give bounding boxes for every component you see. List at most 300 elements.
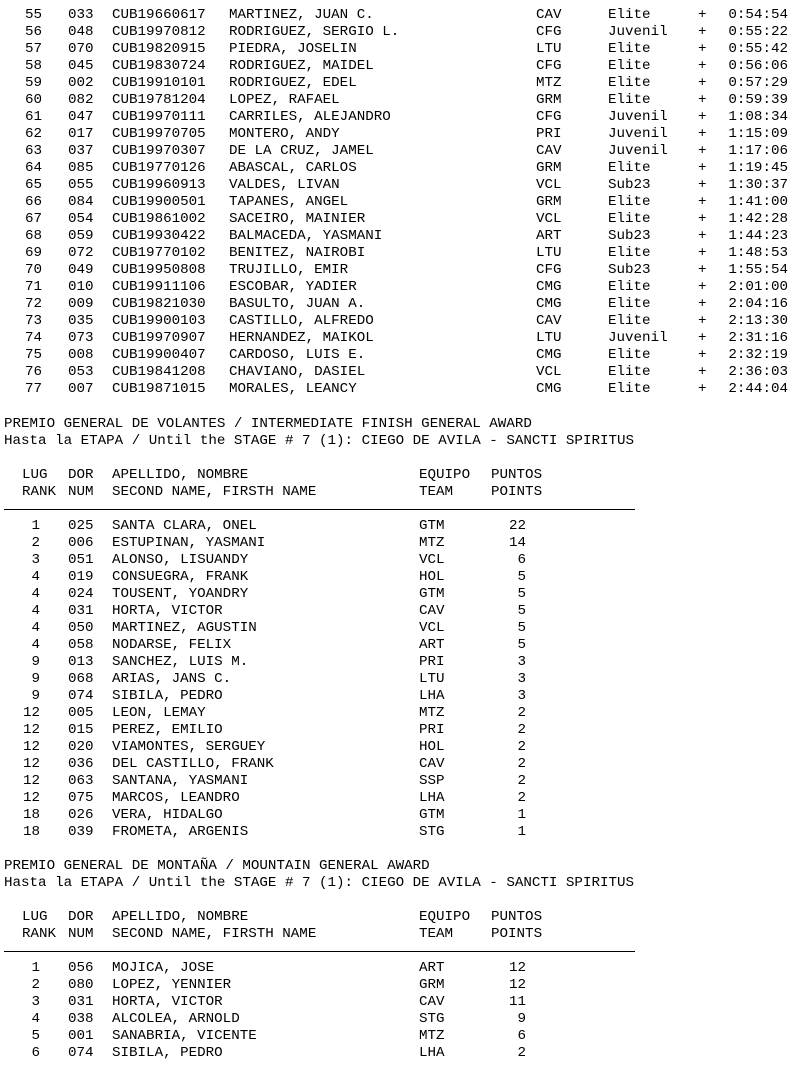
bib-number: 084 (68, 194, 94, 210)
award-row (0, 569, 800, 586)
rank: 9 (31, 654, 40, 670)
rider-id: CUB19841208 (112, 364, 206, 380)
rider-id: CUB19970812 (112, 24, 206, 40)
rider-name: MARCOS, LEANDRO (112, 790, 240, 806)
bib-number: 009 (68, 296, 94, 312)
bib-number: 010 (68, 279, 94, 295)
team-code: MTZ (536, 75, 562, 91)
time-gap: 1:15:09 (728, 126, 788, 142)
rider-id: CUB19970907 (112, 330, 206, 346)
mountain-award-title: PREMIO GENERAL DE MONTAÑA / MOUNTAIN GENERAL AWARD (4, 858, 430, 874)
col-lug: LUG (22, 467, 48, 483)
points: 22 (508, 518, 526, 534)
points: 2 (517, 722, 526, 738)
rider-name: SACEIRO, MAINIER (229, 211, 366, 227)
time-gap: 1:44:23 (728, 228, 788, 244)
bib-number: 026 (68, 807, 94, 823)
bib-number: 048 (68, 24, 94, 40)
col-team: TEAM (419, 926, 454, 942)
points: 12 (508, 977, 526, 993)
team-code: VCL (536, 211, 562, 227)
points: 6 (517, 552, 526, 568)
result-row (0, 7, 800, 24)
time-gap: 1:41:00 (728, 194, 788, 210)
bib-number: 080 (68, 977, 94, 993)
rider-name: LOPEZ, YENNIER (112, 977, 232, 993)
category: Elite (608, 347, 651, 363)
rank: 63 (24, 143, 42, 159)
award-row (0, 807, 800, 824)
col-second-name: SECOND NAME, FIRSTH NAME (112, 484, 317, 500)
result-row (0, 228, 800, 245)
rank: 12 (22, 773, 40, 789)
points: 2 (517, 756, 526, 772)
plus-sign: + (698, 177, 707, 193)
rank: 12 (22, 756, 40, 772)
team-code: PRI (419, 654, 445, 670)
award-row (0, 756, 800, 773)
time-gap: 2:13:30 (728, 313, 788, 329)
plus-sign: + (698, 41, 707, 57)
rider-name: VALDES, LIVAN (229, 177, 340, 193)
rank: 18 (22, 807, 40, 823)
result-row (0, 126, 800, 143)
category: Elite (608, 313, 651, 329)
rank: 5 (31, 1028, 40, 1044)
category: Elite (608, 211, 651, 227)
rider-name: ALCOLEA, ARNOLD (112, 1011, 240, 1027)
mountain-stage-line: Hasta la ETAPA / Until the STAGE # 7 (1): CIEGO DE AVILA - SANCTI SPIRITUS (4, 875, 635, 891)
plus-sign: + (698, 347, 707, 363)
time-gap: 1:48:53 (728, 245, 788, 261)
rider-id: CUB19970705 (112, 126, 206, 142)
time-gap: 2:01:00 (728, 279, 788, 295)
bib-number: 020 (68, 739, 94, 755)
col-equipo: EQUIPO (419, 467, 471, 483)
rank: 4 (31, 569, 40, 585)
rank: 59 (24, 75, 42, 91)
category: Elite (608, 160, 651, 176)
time-gap: 2:36:03 (728, 364, 788, 380)
col-lug: LUG (22, 909, 48, 925)
award-row (0, 552, 800, 569)
rider-id: CUB19861002 (112, 211, 206, 227)
award-row (0, 535, 800, 552)
rank: 70 (24, 262, 42, 278)
time-gap: 2:31:16 (728, 330, 788, 346)
bib-number: 053 (68, 364, 94, 380)
plus-sign: + (698, 92, 707, 108)
bib-number: 082 (68, 92, 94, 108)
rider-id: CUB19660617 (112, 7, 206, 23)
plus-sign: + (698, 75, 707, 91)
category: Elite (608, 92, 651, 108)
time-gap: 1:08:34 (728, 109, 788, 125)
bib-number: 002 (68, 75, 94, 91)
rider-name: CONSUEGRA, FRANK (112, 569, 249, 585)
rider-id: CUB19950808 (112, 262, 206, 278)
rank: 3 (31, 994, 40, 1010)
bib-number: 051 (68, 552, 94, 568)
rank: 18 (22, 824, 40, 840)
col-puntos: PUNTOS (491, 467, 543, 483)
bib-number: 058 (68, 637, 94, 653)
team-code: GRM (419, 977, 445, 993)
rider-name: VERA, HIDALGO (112, 807, 223, 823)
category: Juvenil (608, 109, 668, 125)
team-code: VCL (536, 177, 562, 193)
bib-number: 025 (68, 518, 94, 534)
bib-number: 054 (68, 211, 94, 227)
plus-sign: + (698, 364, 707, 380)
points: 3 (517, 671, 526, 687)
bib-number: 001 (68, 1028, 94, 1044)
award-row (0, 620, 800, 637)
award-row (0, 994, 800, 1011)
bib-number: 059 (68, 228, 94, 244)
plus-sign: + (698, 160, 707, 176)
plus-sign: + (698, 7, 707, 23)
bib-number: 047 (68, 109, 94, 125)
rider-name: DE LA CRUZ, JAMEL (229, 143, 374, 159)
time-gap: 0:55:42 (728, 41, 788, 57)
team-code: STG (419, 1011, 445, 1027)
points: 5 (517, 637, 526, 653)
rank: 3 (31, 552, 40, 568)
category: Elite (608, 58, 651, 74)
rank: 58 (24, 58, 42, 74)
rider-name: LEON, LEMAY (112, 705, 206, 721)
rider-name: BASULTO, JUAN A. (229, 296, 366, 312)
rank: 77 (24, 381, 42, 397)
category: Elite (608, 7, 651, 23)
points: 2 (517, 773, 526, 789)
rider-id: CUB19820915 (112, 41, 206, 57)
result-row (0, 364, 800, 381)
result-row (0, 381, 800, 398)
category: Juvenil (608, 143, 668, 159)
rank: 76 (24, 364, 42, 380)
award-row (0, 790, 800, 807)
team-code: LHA (419, 790, 445, 806)
rank: 67 (24, 211, 42, 227)
points: 11 (508, 994, 526, 1010)
rank: 12 (22, 722, 40, 738)
rank: 71 (24, 279, 42, 295)
rider-id: CUB19830724 (112, 58, 206, 74)
plus-sign: + (698, 262, 707, 278)
plus-sign: + (698, 24, 707, 40)
rider-name: HORTA, VICTOR (112, 994, 223, 1010)
rider-id: CUB19911106 (112, 279, 206, 295)
rider-id: CUB19970111 (112, 109, 206, 125)
rank: 9 (31, 671, 40, 687)
points: 3 (517, 654, 526, 670)
points: 6 (517, 1028, 526, 1044)
rider-name: ESTUPINAN, YASMANI (112, 535, 266, 551)
rider-name: ARIAS, JANS C. (112, 671, 232, 687)
col-num: NUM (68, 484, 94, 500)
points: 2 (517, 1045, 526, 1061)
team-code: CAV (536, 313, 562, 329)
bib-number: 033 (68, 7, 94, 23)
rank: 61 (24, 109, 42, 125)
bib-number: 075 (68, 790, 94, 806)
result-row (0, 24, 800, 41)
team-code: CMG (536, 296, 562, 312)
rider-id: CUB19781204 (112, 92, 206, 108)
category: Elite (608, 75, 651, 91)
result-row (0, 58, 800, 75)
team-code: GTM (419, 518, 445, 534)
award-row (0, 1045, 800, 1062)
col-points: POINTS (491, 926, 543, 942)
points: 12 (508, 960, 526, 976)
bib-number: 055 (68, 177, 94, 193)
rank: 75 (24, 347, 42, 363)
bib-number: 031 (68, 994, 94, 1010)
rider-name: VIAMONTES, SERGUEY (112, 739, 266, 755)
col-puntos: PUNTOS (491, 909, 543, 925)
rank: 4 (31, 1011, 40, 1027)
rank: 57 (24, 41, 42, 57)
team-code: GRM (536, 92, 562, 108)
rider-name: SANCHEZ, LUIS M. (112, 654, 249, 670)
col-dor: DOR (68, 467, 94, 483)
plus-sign: + (698, 330, 707, 346)
rank: 9 (31, 688, 40, 704)
rider-name: TAPANES, ANGEL (229, 194, 349, 210)
award-row (0, 688, 800, 705)
category: Elite (608, 381, 651, 397)
rank: 60 (24, 92, 42, 108)
award-row (0, 586, 800, 603)
award-row (0, 1011, 800, 1028)
bib-number: 006 (68, 535, 94, 551)
result-row (0, 41, 800, 58)
category: Juvenil (608, 330, 668, 346)
result-row (0, 245, 800, 262)
rank: 74 (24, 330, 42, 346)
rank: 64 (24, 160, 42, 176)
team-code: ART (419, 960, 445, 976)
category: Elite (608, 364, 651, 380)
plus-sign: + (698, 109, 707, 125)
rider-name: HERNANDEZ, MAIKOL (229, 330, 374, 346)
rider-name: BENITEZ, NAIROBI (229, 245, 366, 261)
team-code: GTM (419, 586, 445, 602)
rider-name: MORALES, LEANCY (229, 381, 357, 397)
team-code: MTZ (419, 705, 445, 721)
points: 1 (517, 824, 526, 840)
col-num: NUM (68, 926, 94, 942)
rider-name: MARTINEZ, AGUSTIN (112, 620, 257, 636)
team-code: CMG (536, 381, 562, 397)
rank: 68 (24, 228, 42, 244)
bib-number: 017 (68, 126, 94, 142)
rank: 6 (31, 1045, 40, 1061)
result-row (0, 330, 800, 347)
time-gap: 1:19:45 (728, 160, 788, 176)
intermediate-award-title: PREMIO GENERAL DE VOLANTES / INTERMEDIATE FINISH GENERAL AWARD (4, 416, 532, 432)
rank: 55 (24, 7, 42, 23)
plus-sign: + (698, 58, 707, 74)
plus-sign: + (698, 211, 707, 227)
bib-number: 036 (68, 756, 94, 772)
rider-id: CUB19821030 (112, 296, 206, 312)
team-code: ART (536, 228, 562, 244)
rider-name: RODRIGUEZ, MAIDEL (229, 58, 374, 74)
plus-sign: + (698, 228, 707, 244)
plus-sign: + (698, 381, 707, 397)
result-row (0, 75, 800, 92)
team-code: ART (419, 637, 445, 653)
col-equipo: EQUIPO (419, 909, 471, 925)
mountain-divider (4, 951, 635, 952)
rider-id: CUB19970307 (112, 143, 206, 159)
time-gap: 0:57:29 (728, 75, 788, 91)
bib-number: 038 (68, 1011, 94, 1027)
rider-name: LOPEZ, RAFAEL (229, 92, 340, 108)
rider-name: MARTINEZ, JUAN C. (229, 7, 374, 23)
rider-name: SANTANA, YASMANI (112, 773, 249, 789)
team-code: VCL (536, 364, 562, 380)
rider-name: FROMETA, ARGENIS (112, 824, 249, 840)
bib-number: 050 (68, 620, 94, 636)
result-row (0, 313, 800, 330)
result-row (0, 177, 800, 194)
team-code: CFG (536, 24, 562, 40)
rank: 4 (31, 603, 40, 619)
rank: 72 (24, 296, 42, 312)
category: Elite (608, 296, 651, 312)
time-gap: 2:04:16 (728, 296, 788, 312)
team-code: LHA (419, 688, 445, 704)
plus-sign: + (698, 245, 707, 261)
rank: 69 (24, 245, 42, 261)
category: Juvenil (608, 126, 668, 142)
plus-sign: + (698, 126, 707, 142)
bib-number: 070 (68, 41, 94, 57)
points: 3 (517, 688, 526, 704)
rider-name: NODARSE, FELIX (112, 637, 232, 653)
team-code: SSP (419, 773, 445, 789)
rider-name: ABASCAL, CARLOS (229, 160, 357, 176)
team-code: PRI (536, 126, 562, 142)
award-row (0, 977, 800, 994)
col-dor: DOR (68, 909, 94, 925)
rank: 62 (24, 126, 42, 142)
team-code: VCL (419, 552, 445, 568)
rider-name: TRUJILLO, EMIR (229, 262, 349, 278)
rider-name: SIBILA, PEDRO (112, 688, 223, 704)
bib-number: 031 (68, 603, 94, 619)
result-row (0, 143, 800, 160)
rank: 2 (31, 977, 40, 993)
bib-number: 056 (68, 960, 94, 976)
team-code: GRM (536, 160, 562, 176)
rider-id: CUB19910101 (112, 75, 206, 91)
result-row (0, 262, 800, 279)
bib-number: 074 (68, 688, 94, 704)
award-row (0, 518, 800, 535)
bib-number: 045 (68, 58, 94, 74)
team-code: CAV (419, 756, 445, 772)
award-row (0, 722, 800, 739)
time-gap: 0:59:39 (728, 92, 788, 108)
rider-name: SANTA CLARA, ONEL (112, 518, 257, 534)
award-row (0, 671, 800, 688)
result-row (0, 160, 800, 177)
time-gap: 0:55:22 (728, 24, 788, 40)
col-team: TEAM (419, 484, 454, 500)
col-rank: RANK (22, 484, 57, 500)
col-second-name: SECOND NAME, FIRSTH NAME (112, 926, 317, 942)
category: Sub23 (608, 228, 651, 244)
time-gap: 1:55:54 (728, 262, 788, 278)
bib-number: 068 (68, 671, 94, 687)
col-apellido: APELLIDO, NOMBRE (112, 467, 249, 483)
rank: 2 (31, 535, 40, 551)
rank: 56 (24, 24, 42, 40)
bib-number: 008 (68, 347, 94, 363)
rider-id: CUB19900103 (112, 313, 206, 329)
bib-number: 037 (68, 143, 94, 159)
plus-sign: + (698, 279, 707, 295)
rider-id: CUB19900407 (112, 347, 206, 363)
team-code: LTU (419, 671, 445, 687)
rider-name: BALMACEDA, YASMANI (229, 228, 383, 244)
rider-name: CARDOSO, LUIS E. (229, 347, 366, 363)
bib-number: 072 (68, 245, 94, 261)
time-gap: 1:30:37 (728, 177, 788, 193)
rank: 65 (24, 177, 42, 193)
rank: 66 (24, 194, 42, 210)
category: Juvenil (608, 24, 668, 40)
col-points: POINTS (491, 484, 543, 500)
rider-name: MOJICA, JOSE (112, 960, 215, 976)
award-row (0, 603, 800, 620)
team-code: CAV (419, 994, 445, 1010)
rider-name: RODRIGUEZ, SERGIO L. (229, 24, 400, 40)
rider-name: SIBILA, PEDRO (112, 1045, 223, 1061)
rank: 4 (31, 637, 40, 653)
team-code: CFG (536, 262, 562, 278)
rider-name: SANABRIA, VICENTE (112, 1028, 257, 1044)
result-row (0, 347, 800, 364)
bib-number: 085 (68, 160, 94, 176)
bib-number: 063 (68, 773, 94, 789)
points: 2 (517, 790, 526, 806)
points: 5 (517, 620, 526, 636)
rider-id: CUB19871015 (112, 381, 206, 397)
result-row (0, 194, 800, 211)
award-row (0, 705, 800, 722)
award-row (0, 1028, 800, 1045)
rider-name: PIEDRA, JOSELIN (229, 41, 357, 57)
category: Elite (608, 279, 651, 295)
team-code: VCL (419, 620, 445, 636)
award-row (0, 824, 800, 841)
plus-sign: + (698, 194, 707, 210)
time-gap: 0:54:54 (728, 7, 788, 23)
points: 1 (517, 807, 526, 823)
team-code: CMG (536, 347, 562, 363)
rank: 12 (22, 790, 40, 806)
time-gap: 1:17:06 (728, 143, 788, 159)
bib-number: 039 (68, 824, 94, 840)
result-row (0, 211, 800, 228)
